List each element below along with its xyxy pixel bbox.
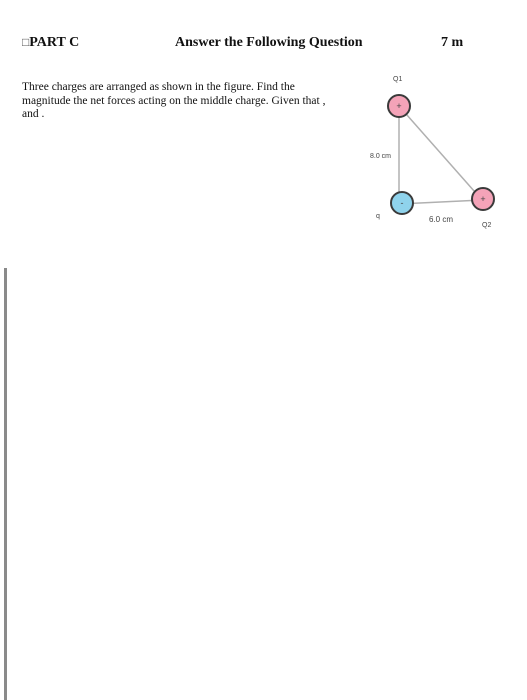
- horizontal-distance-label: 6.0 cm: [429, 215, 454, 224]
- left-scroll-edge: [4, 268, 7, 700]
- section-title: Answer the Following Question: [175, 35, 363, 50]
- charge-diagram: [362, 68, 512, 238]
- section-label: [22, 35, 79, 51]
- q-sign: -: [400, 198, 404, 208]
- question-text: [22, 81, 352, 122]
- question-line-2: magnitude the net forces acting on the middle charge. Given that ,: [22, 94, 326, 107]
- question-line-1: Three charges are arranged as shown in the figure. Find the: [22, 81, 295, 93]
- q1-label: Q1: [393, 76, 403, 83]
- q1-sign: +: [396, 101, 402, 111]
- q2-label: Q2: [482, 222, 492, 229]
- q-label: q: [376, 213, 380, 220]
- checkbox-glyph-icon: □: [22, 35, 30, 49]
- vertical-distance-label: 8.0 cm: [370, 153, 392, 160]
- marks-label: 7 m: [441, 35, 464, 50]
- q2-sign: +: [480, 194, 486, 204]
- section-text: PART C: [29, 35, 80, 50]
- hypotenuse-line: [399, 106, 482, 200]
- question-line-3: and .: [22, 108, 45, 120]
- charge-figure: [362, 68, 512, 238]
